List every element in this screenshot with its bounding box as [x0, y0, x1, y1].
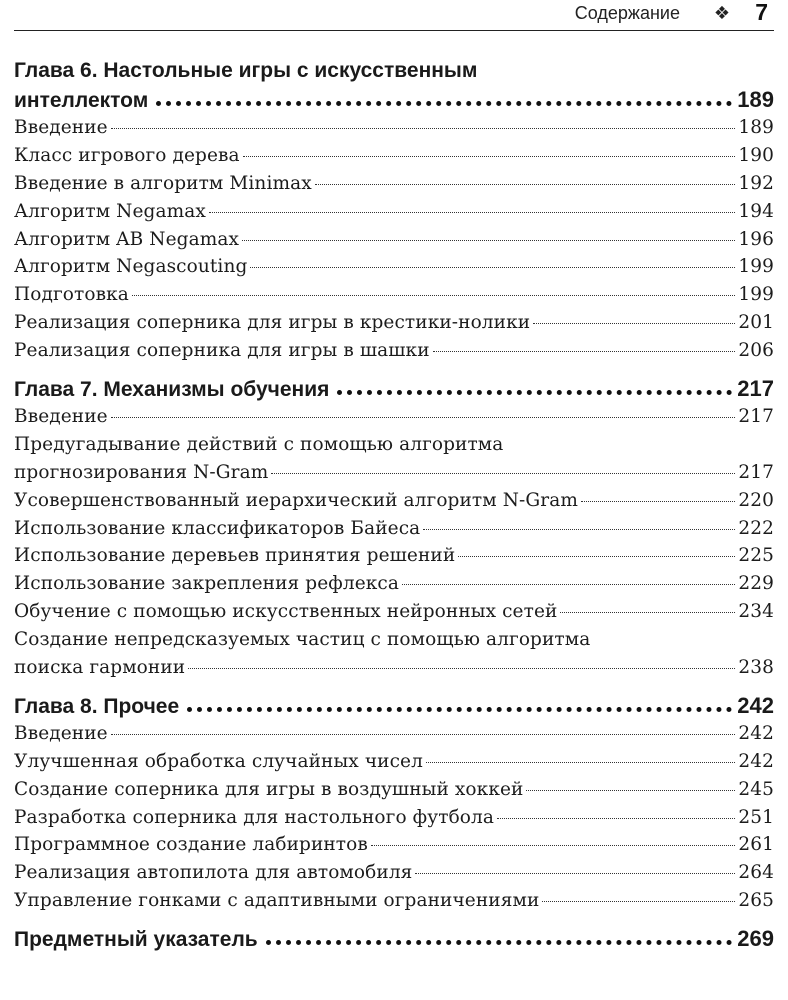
leader-dots	[526, 790, 735, 791]
toc-entry[interactable]	[14, 403, 774, 431]
leader-dots	[156, 100, 732, 106]
leader-dots	[560, 612, 735, 613]
toc-entry[interactable]	[14, 748, 774, 776]
entry-title: Создание соперника для игры в воздушный хоккей	[14, 778, 524, 800]
leader-dots	[266, 939, 733, 945]
entry-title: Улучшенная обработка случайных чисел	[14, 750, 423, 772]
toc-entry[interactable]	[14, 654, 774, 682]
entry-title: Алгоритм AB Negamax	[14, 228, 240, 250]
entry-page: 192	[738, 172, 774, 194]
leader-dots	[187, 706, 732, 712]
toc-entry[interactable]	[14, 114, 774, 142]
entry-page: 265	[738, 890, 774, 912]
entry-page: 206	[738, 340, 774, 362]
leader-dots	[371, 845, 735, 846]
entry-page: 217	[738, 461, 774, 483]
toc-entry[interactable]	[14, 487, 774, 515]
leader-dots	[243, 156, 736, 157]
toc-entry[interactable]	[14, 859, 774, 887]
leader-dots	[250, 267, 735, 268]
leader-dots	[242, 240, 735, 241]
entry-page: 261	[738, 834, 774, 856]
leader-dots	[315, 184, 736, 185]
leader-dots	[188, 668, 735, 669]
chapter-6-heading[interactable]	[14, 85, 774, 114]
entry-title: Программное создание лабиринтов	[14, 834, 368, 856]
chapter-7-heading[interactable]	[14, 374, 774, 403]
entry-title: Обучение с помощью искусственных нейронных сетей	[14, 601, 558, 623]
leader-dots	[209, 212, 735, 213]
toc-entry[interactable]	[14, 570, 774, 598]
ornament-icon: ❖	[713, 3, 730, 23]
entry-page: 190	[738, 144, 774, 166]
entry-title: Класс игрового дерева	[14, 144, 240, 166]
toc-entry[interactable]	[14, 887, 774, 915]
header-page-number: 7	[755, 0, 768, 25]
entry-page: 220	[738, 489, 774, 511]
entry-page: 242	[738, 750, 774, 772]
entry-title: Реализация соперника для игры в шашки	[14, 340, 430, 362]
index-title: Предметный указатель	[14, 928, 258, 952]
toc-entry[interactable]	[14, 253, 774, 281]
toc-entry[interactable]	[14, 309, 774, 337]
entry-title: Усовершенствованный иерархический алгоритм N-Gram	[14, 489, 578, 511]
entry-title-line[interactable]: Создание непредсказуемых частиц с помощью алгоритма	[14, 629, 591, 651]
entry-title: Введение	[14, 406, 108, 428]
chapter-8-title: Глава 8. Прочее	[14, 694, 180, 718]
toc-entry[interactable]	[14, 542, 774, 570]
toc-entry[interactable]	[14, 598, 774, 626]
toc-entry[interactable]	[14, 142, 774, 170]
chapter-6-title: Глава 6. Настольные игры с искусственным	[14, 59, 478, 82]
entry-page: 245	[738, 778, 774, 800]
toc-entry[interactable]	[14, 170, 774, 198]
table-of-contents	[14, 56, 774, 953]
leader-dots	[415, 873, 735, 874]
entry-page: 201	[738, 312, 774, 334]
entry-title: Реализация автопилота для автомобиля	[14, 862, 413, 884]
index-heading[interactable]	[14, 924, 774, 953]
entry-title: Алгоритм Negascouting	[14, 256, 248, 278]
entry-page: 251	[738, 806, 774, 828]
toc-entry[interactable]	[14, 198, 774, 226]
toc-entry[interactable]	[14, 515, 774, 543]
leader-dots	[423, 529, 735, 530]
toc-entry[interactable]	[14, 720, 774, 748]
entry-title: Подготовка	[14, 284, 129, 306]
entry-title: Использование классификаторов Байеса	[14, 517, 421, 539]
leader-dots	[402, 584, 735, 585]
entry-title: Реализация соперника для игры в крестики-нолики	[14, 312, 531, 334]
header-title: Содержание	[574, 3, 680, 23]
leader-dots	[111, 128, 736, 129]
entry-title: Использование деревьев принятия решений	[14, 545, 456, 567]
entry-title: прогнозирования N-Gram	[14, 461, 269, 483]
entry-page: 199	[738, 284, 774, 306]
toc-entry[interactable]	[14, 776, 774, 804]
chapter-6-title-cont: интеллектом	[14, 89, 149, 112]
entry-title-line[interactable]: Предугадывание действий с помощью алгоритма	[14, 433, 504, 455]
leader-dots	[111, 417, 736, 418]
leader-dots	[542, 901, 735, 902]
entry-page: 242	[738, 722, 774, 744]
entry-page: 189	[738, 117, 774, 138]
entry-title: Использование закрепления рефлекса	[14, 573, 399, 595]
leader-dots	[426, 762, 735, 763]
entry-page: 196	[738, 228, 774, 250]
entry-page: 222	[738, 517, 774, 539]
leader-dots	[533, 323, 735, 324]
entry-page: 217	[738, 406, 774, 428]
leader-dots	[497, 818, 735, 819]
entry-title: Введение	[14, 722, 108, 744]
entry-title: Введение	[14, 117, 108, 138]
chapter-6-page: 189	[737, 87, 774, 112]
toc-entry[interactable]	[14, 459, 774, 487]
chapter-7-page: 217	[737, 376, 774, 402]
entry-page: 199	[738, 256, 774, 278]
entry-page: 229	[738, 573, 774, 595]
toc-entry[interactable]	[14, 831, 774, 859]
entry-title: Алгоритм Negamax	[14, 200, 206, 222]
leader-dots	[458, 556, 735, 557]
index-page: 269	[737, 926, 774, 952]
leader-dots	[433, 351, 736, 352]
leader-dots	[271, 473, 735, 474]
entry-page: 234	[738, 601, 774, 623]
leader-dots	[111, 734, 736, 735]
chapter-8-page: 242	[737, 692, 774, 718]
entry-page: 264	[738, 862, 774, 884]
toc-entry[interactable]	[14, 281, 774, 309]
leader-dots	[132, 295, 736, 296]
chapter-7-title: Глава 7. Механизмы обучения	[14, 378, 330, 402]
leader-dots	[337, 389, 732, 395]
entry-title: Разработка соперника для настольного футбола	[14, 806, 495, 828]
toc-entry[interactable]	[14, 226, 774, 254]
leader-dots	[581, 501, 735, 502]
entry-title: поиска гармонии	[14, 657, 186, 679]
chapter-8-heading[interactable]	[14, 691, 774, 720]
entry-page: 225	[738, 545, 774, 567]
toc-entry[interactable]	[14, 804, 774, 832]
toc-entry[interactable]	[14, 337, 774, 365]
running-header	[14, 0, 774, 31]
entry-page: 238	[738, 657, 774, 679]
entry-page: 194	[738, 200, 774, 222]
entry-title: Управление гонками с адаптивными ограничениями	[14, 890, 540, 912]
entry-title: Введение в алгоритм Minimax	[14, 172, 312, 194]
